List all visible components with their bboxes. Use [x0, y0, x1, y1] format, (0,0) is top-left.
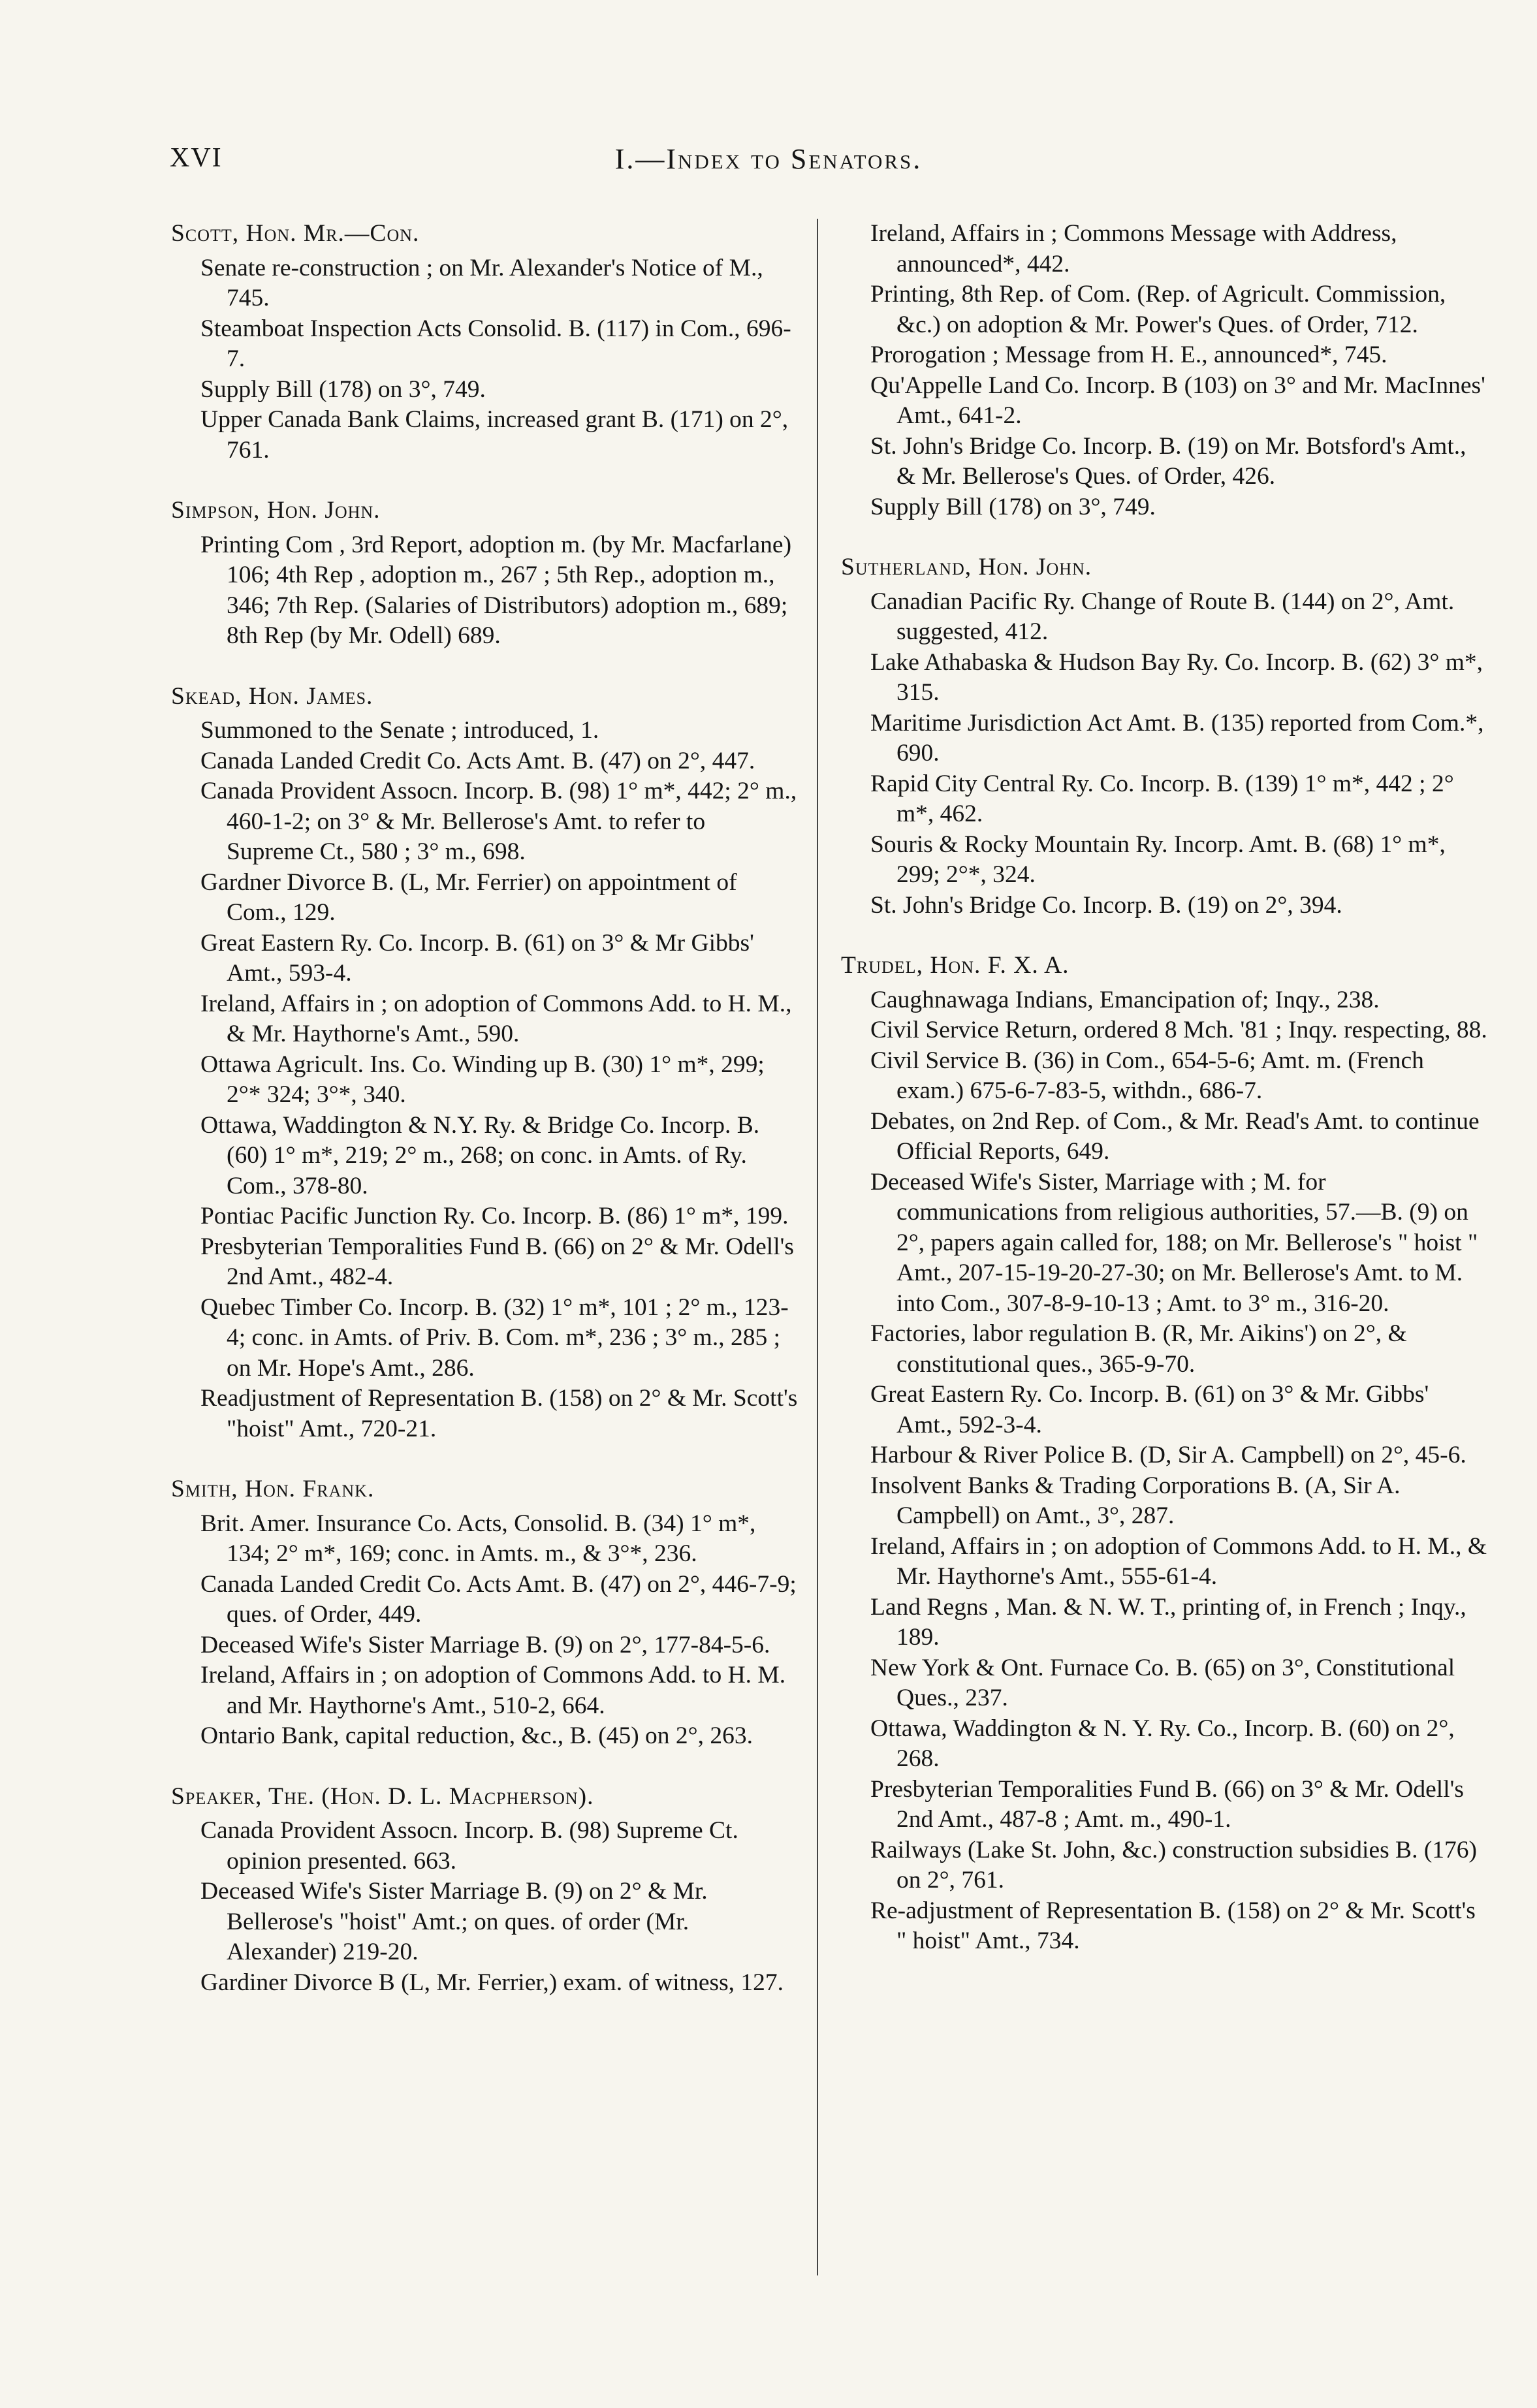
running-head: [163, 142, 1374, 188]
index-entry: Harbour & River Police B. (D, Sir A. Campbell) on 2°, 45-6.: [870, 1442, 1466, 1468]
index-entry: Ottawa Agricult. Ins. Co. Winding up B. (30) 1° m*, 299; 2°* 324; 3°*, 340.: [200, 1051, 765, 1108]
senator-heading: Skead, Hon. James.: [171, 682, 373, 710]
index-entry: Souris & Rocky Mountain Ry. Incorp. Amt. B. (68) 1° m*, 299; 2°*, 324.: [870, 831, 1446, 888]
right-column: [841, 219, 1487, 1987]
index-entry: Pontiac Pacific Junction Ry. Co. Incorp. B. (86) 1° m*, 199.: [200, 1203, 789, 1229]
index-entry: Prorogation ; Message from H. E., announced*, 745.: [870, 341, 1387, 368]
index-entry: Canada Landed Credit Co. Acts Amt. B. (47) on 2°, 447.: [200, 747, 755, 774]
index-entry: Deceased Wife's Sister Marriage B. (9) on 2°, 177-84-5-6.: [200, 1631, 770, 1658]
index-entry: Canada Provident Assocn. Incorp. B. (98) 1° m*, 442; 2° m., 460-1-2; on 3° & Mr. Bellerose's Amt. to refer to Supreme Ct., 580 ; 3° m., 698.: [200, 778, 797, 865]
index-entry: Ireland, Affairs in ; on adoption of Commons Add. to H. M., & Mr. Haythorne's Amt., 555-61-4.: [870, 1532, 1487, 1590]
senator-section: [841, 552, 1487, 921]
senator-heading: Smith, Hon. Frank.: [171, 1476, 375, 1502]
senator-section: [171, 219, 798, 466]
index-entry: Rapid City Central Ry. Co. Incorp. B. (139) 1° m*, 442 ; 2° m*, 462.: [870, 770, 1454, 827]
senator-section: [841, 219, 1487, 522]
index-entry: Ireland, Affairs in ; Commons Message with Address, announced*, 442.: [870, 220, 1397, 277]
index-entry: Canada Landed Credit Co. Acts Amt. B. (47) on 2°, 446-7-9; ques. of Order, 449.: [200, 1570, 797, 1628]
index-entry: Gardiner Divorce B (L, Mr. Ferrier,) exam. of witness, 127.: [200, 1969, 784, 1996]
senator-section: [841, 951, 1487, 1957]
senator-section: [171, 682, 798, 1445]
index-entry: Land Regns , Man. & N. W. T., printing of, in French ; Inqy., 189.: [870, 1593, 1466, 1651]
index-entry: Deceased Wife's Sister, Marriage with ; M. for communications from religious authorities, 57.—B. (9) on 2°, papers again called for, 188; on Mr. Bellerose's " hoist " Amt., 207-15-19-20-27-30; on Mr. Bellerose's Amt. to M. into Com., 307-8-9-10-13 ; Amt. to 3° m., 316-20.: [870, 1168, 1478, 1317]
senator-section: [171, 1474, 798, 1752]
index-entry: Brit. Amer. Insurance Co. Acts, Consolid. B. (34) 1° m*, 134; 2° m*, 169; conc. in Amts. m., & 3°*, 236.: [200, 1510, 756, 1567]
index-entry: Civil Service Return, ordered 8 Mch. '81 ; Inqy. respecting, 88.: [870, 1017, 1487, 1043]
left-column: [171, 219, 798, 2028]
index-entry: Supply Bill (178) on 3°, 749.: [870, 493, 1156, 520]
senator-heading: Trudel, Hon. F. X. A.: [841, 952, 1070, 979]
index-entry: Upper Canada Bank Claims, increased grant B. (171) on 2°, 761.: [200, 406, 789, 464]
index-entry: Factories, labor regulation B. (R, Mr. Aikins') on 2°, & constitutional ques., 365-9-70.: [870, 1320, 1407, 1378]
index-entry: Quebec Timber Co. Incorp. B. (32) 1° m*, 101 ; 2° m., 123-4; conc. in Amts. of Priv. B. Com. m*, 236 ; 3° m., 285 ; on Mr. Hope's Amt., 286.: [200, 1293, 789, 1382]
page-number: XVI: [170, 143, 223, 173]
index-entry: Presbyterian Temporalities Fund B. (66) on 3° & Mr. Odell's 2nd Amt., 487-8 ; Amt. m., 490-1.: [870, 1775, 1464, 1833]
index-entry: Summoned to the Senate ; introduced, 1.: [200, 717, 599, 744]
index-entry: Caughnawaga Indians, Emancipation of; Inqy., 238.: [870, 986, 1380, 1013]
index-entry: Readjustment of Representation B. (158) on 2° & Mr. Scott's "hoist" Amt., 720-21.: [200, 1385, 798, 1442]
index-entry: Ireland, Affairs in ; on adoption of Commons Add. to H. M. and Mr. Haythorne's Amt., 510-2, 664.: [200, 1662, 786, 1719]
index-entry: Printing Com , 3rd Report, adoption m. (by Mr. Macfarlane) 106; 4th Rep , adoption m., 267 ; 5th Rep., adoption m., 346; 7th Rep. (Salaries of Distributors) adoption m., 689; 8th Rep (by Mr. Odell) 689.: [200, 531, 792, 649]
index-entry: Senate re-construction ; on Mr. Alexander's Notice of M., 745.: [200, 254, 763, 311]
index-entry: Debates, on 2nd Rep. of Com., & Mr. Read's Amt. to continue Official Reports, 649.: [870, 1107, 1480, 1165]
page-title: I.—Index to Senators.: [614, 143, 923, 175]
index-entry: Presbyterian Temporalities Fund B. (66) on 2° & Mr. Odell's 2nd Amt., 482-4.: [200, 1233, 794, 1290]
index-entry: Civil Service B. (36) in Com., 654-5-6; Amt. m. (French exam.) 675-6-7-83-5, withdn., 686-7.: [870, 1047, 1424, 1104]
index-entry: Ireland, Affairs in ; on adoption of Commons Add. to H. M., & Mr. Haythorne's Amt., 590.: [200, 990, 792, 1047]
index-entry: Re-adjustment of Representation B. (158) on 2° & Mr. Scott's " hoist" Amt., 734.: [870, 1897, 1476, 1954]
index-entry: New York & Ont. Furnace Co. B. (65) on 3°, Constitutional Ques., 237.: [870, 1654, 1455, 1711]
index-entry: Steamboat Inspection Acts Consolid. B. (117) in Com., 696-7.: [200, 315, 791, 372]
index-entry: Insolvent Banks & Trading Corporations B. (A, Sir A. Campbell) on Amt., 3°, 287.: [870, 1472, 1401, 1529]
senator-heading: Scott, Hon. Mr.—Con.: [171, 220, 420, 247]
index-entry: Gardner Divorce B. (L, Mr. Ferrier) on appointment of Com., 129.: [200, 868, 737, 926]
index-entry: St. John's Bridge Co. Incorp. B. (19) on Mr. Botsford's Amt., & Mr. Bellerose's Ques. of Order, 426.: [870, 432, 1466, 490]
senator-section: [171, 496, 798, 652]
column-divider: [817, 219, 818, 2275]
index-entry: Canada Provident Assocn. Incorp. B. (98) Supreme Ct. opinion presented. 663.: [200, 1817, 738, 1875]
index-entry: Maritime Jurisdiction Act Amt. B. (135) reported from Com.*, 690.: [870, 709, 1484, 767]
senator-heading: Sutherland, Hon. John.: [841, 554, 1092, 580]
senator-heading: Speaker, The. (Hon. D. L. Macpherson).: [171, 1782, 594, 1810]
index-entry: Supply Bill (178) on 3°, 749.: [200, 375, 486, 403]
index-entry: St. John's Bridge Co. Incorp. B. (19) on 2°, 394.: [870, 891, 1342, 919]
index-entry: Ottawa, Waddington & N.Y. Ry. & Bridge Co. Incorp. B. (60) 1° m*, 219; 2° m., 268; on conc. in Amts. of Ry. Com., 378-80.: [200, 1111, 760, 1199]
index-entry: Ottawa, Waddington & N. Y. Ry. Co., Incorp. B. (60) on 2°, 268.: [870, 1715, 1455, 1772]
index-entry: Canadian Pacific Ry. Change of Route B. (144) on 2°, Amt. suggested, 412.: [870, 588, 1455, 645]
index-entry: Railways (Lake St. John, &c.) construction subsidies B. (176) on 2°, 761.: [870, 1836, 1478, 1893]
senator-section: [171, 1782, 798, 1999]
index-entry: Great Eastern Ry. Co. Incorp. B. (61) on 3° & Mr Gibbs' Amt., 593-4.: [200, 929, 754, 987]
index-entry: Lake Athabaska & Hudson Bay Ry. Co. Incorp. B. (62) 3° m*, 315.: [870, 648, 1483, 706]
index-entry: Great Eastern Ry. Co. Incorp. B. (61) on 3° & Mr. Gibbs' Amt., 592-3-4.: [870, 1381, 1429, 1438]
index-entry: Deceased Wife's Sister Marriage B. (9) on 2° & Mr. Bellerose's "hoist" Amt.; on ques. of order (Mr. Alexander) 219-20.: [200, 1878, 708, 1965]
index-entry: Ontario Bank, capital reduction, &c., B. (45) on 2°, 263.: [200, 1722, 753, 1749]
index-entry: Qu'Appelle Land Co. Incorp. B (103) on 3° and Mr. MacInnes' Amt., 641-2.: [870, 372, 1485, 429]
index-entry: Printing, 8th Rep. of Com. (Rep. of Agricult. Commission, &c.) on adoption & Mr. Power's Ques. of Order, 712.: [870, 281, 1446, 338]
senator-heading: Simpson, Hon. John.: [171, 497, 381, 524]
